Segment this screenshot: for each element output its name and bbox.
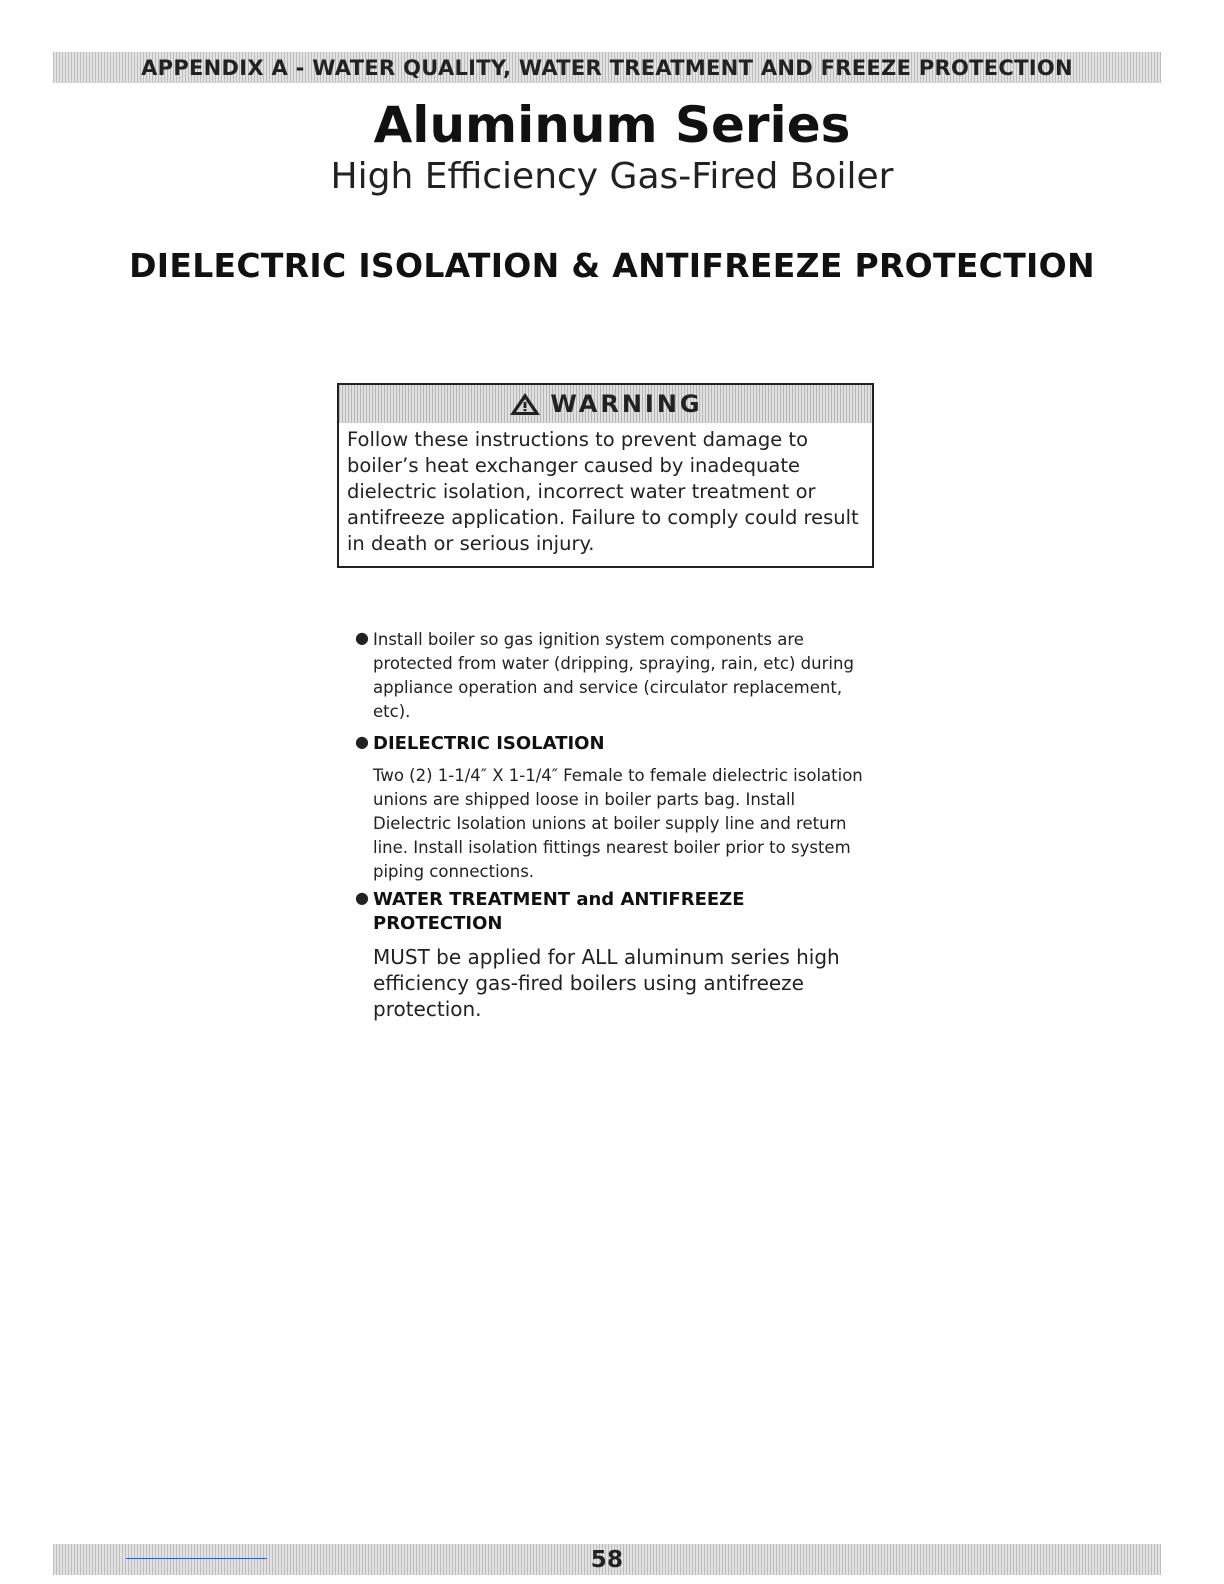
list-item <box>355 888 875 936</box>
water-treatment-heading: WATER TREATMENT and ANTIFREEZE <box>373 889 745 910</box>
list-item <box>355 732 875 756</box>
bullet-icon: ● <box>355 732 369 751</box>
bullet-icon: ● <box>355 628 369 647</box>
document-title: Aluminum Series <box>373 96 851 154</box>
footer-rule <box>126 1558 267 1559</box>
dielectric-isolation-text: Two (2) 1-1/4″ X 1-1/4″ Female to female dielectric isolation unions are shipped loose in boiler parts bag. Install Dielectric Isolation unions at boiler supply line and return line. Install isolation fittings nearest boiler prior to system piping connections. <box>373 766 863 881</box>
warning-label: WARNING <box>550 390 703 418</box>
warning-box <box>337 383 874 568</box>
section-heading: DIELECTRIC ISOLATION & ANTIFREEZE PROTECTION <box>129 246 1095 285</box>
page-footer-band <box>53 1544 1161 1575</box>
water-treatment-text: MUST be applied for ALL aluminum series high efficiency gas-fired boilers using antifreeze protection. <box>373 945 840 1021</box>
page-number: 58 <box>590 1546 624 1573</box>
water-treatment-heading-cont: PROTECTION <box>373 913 503 934</box>
warning-text: Follow these instructions to prevent damage to boiler’s heat exchanger caused by inadequate dielectric isolation, incorrect water treatment or antifreeze application. Failure to comply could result in death or serious injury. <box>347 428 859 555</box>
document-subtitle: High Efficiency Gas-Fired Boiler <box>330 156 894 197</box>
warning-header <box>339 385 872 423</box>
bullet-icon: ● <box>355 888 369 907</box>
appendix-title: APPENDIX A - WATER QUALITY, WATER TREATMENT AND FREEZE PROTECTION <box>141 55 1073 80</box>
list-item <box>355 628 875 724</box>
gas-ignition-instruction: Install boiler so gas ignition system components are protected from water (dripping, spraying, rain, etc) during appliance operation and service (circulator replacement, etc). <box>373 630 854 721</box>
dielectric-isolation-heading: DIELECTRIC ISOLATION <box>373 733 605 754</box>
appendix-header-band <box>53 52 1161 83</box>
instructions-content <box>355 628 875 1022</box>
warning-triangle-icon <box>508 391 542 417</box>
